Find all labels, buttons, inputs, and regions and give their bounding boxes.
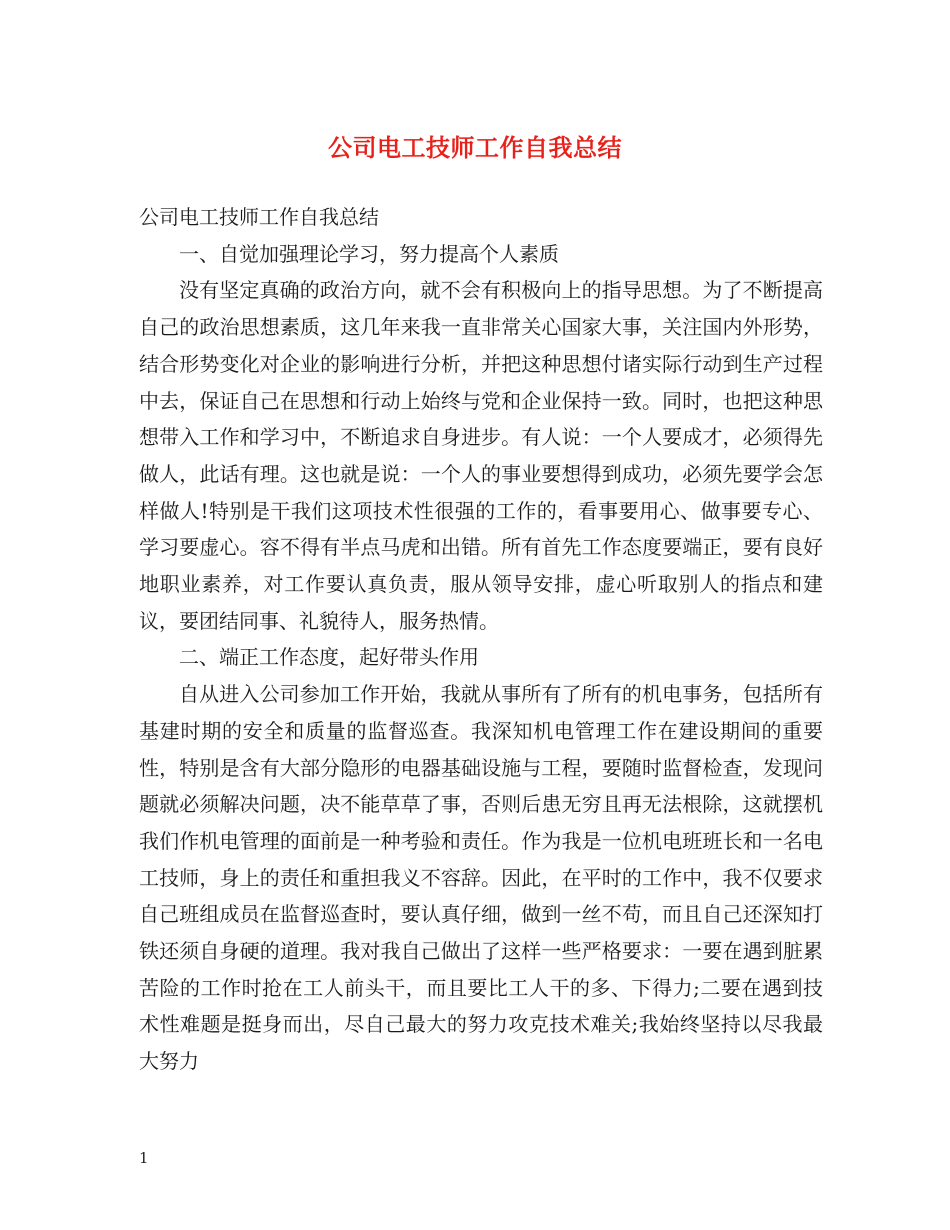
document-body (139, 199, 823, 1080)
section-heading-1: 一、自觉加强理论学习，努力提高个人素质 (179, 241, 559, 266)
document-title: 公司电工技师工作自我总结 (328, 133, 622, 162)
paragraph-section-1: 没有坚定真确的政治方向，就不会有积极向上的指导思想。为了不断提高自己的政治思想素质，这几年来我一直非常关心国家大事，关注国内外形势，结合形势变化对企业的影响进行分析，并把这种思想付诸实际行动到生产过程中去，保证自己在思想和行动上始终与党和企业保持一致。同时，也把这种思想带入工作和学习中，不断追求自身进步。有人说：一个人要成才，必须得先做人，此话有理。这也就是说：一个人的事业要想得到成功，必须先要学会怎样做人!特别是干我们这项技术性很强的工作的，看事要用心、做事要专心、学习要虚心。容不得有半点马虎和出错。所有首先工作态度要端正，要有良好地职业素养，对工作要认真负责，服从领导安排，虚心听取别人的指点和建议，要团结同事、礼貌待人，服务热情。 (139, 278, 823, 633)
paragraph-heading-repeat: 公司电工技师工作自我总结 (139, 205, 379, 229)
paragraph-section-2: 自从进入公司参加工作开始，我就从事所有了所有的机电事务，包括所有基建时期的安全和质量的监督巡查。我深知机电管理工作在建设期间的重要性，特别是含有大部分隐形的电器基础设施与工程，要随时监督检查，发现问题就必须解决问题，决不能草草了事，否则后患无穷且再无法根除，这就摆机我们作机电管理的面前是一种考验和责任。作为我是一位机电班班长和一名电工技师，身上的责任和重担我义不容辞。因此，在平时的工作中，我不仅要求自己班组成员在监督巡查时，要认真仔细，做到一丝不苟，而且自己还深知打铁还须自身硬的道理。我对我自己做出了这样一些严格要求：一要在遇到脏累苦险的工作时抢在工人前头干，而且要比工人干的多、下得力;二要在遇到技术性难题是挺身而出，尽自己最大的努力攻克技术难关;我始终坚持以尽我最大努力 (139, 682, 823, 1074)
section-heading-2: 二、端正工作态度，起好带头作用 (179, 645, 479, 670)
page-number: 1 (139, 1149, 149, 1167)
